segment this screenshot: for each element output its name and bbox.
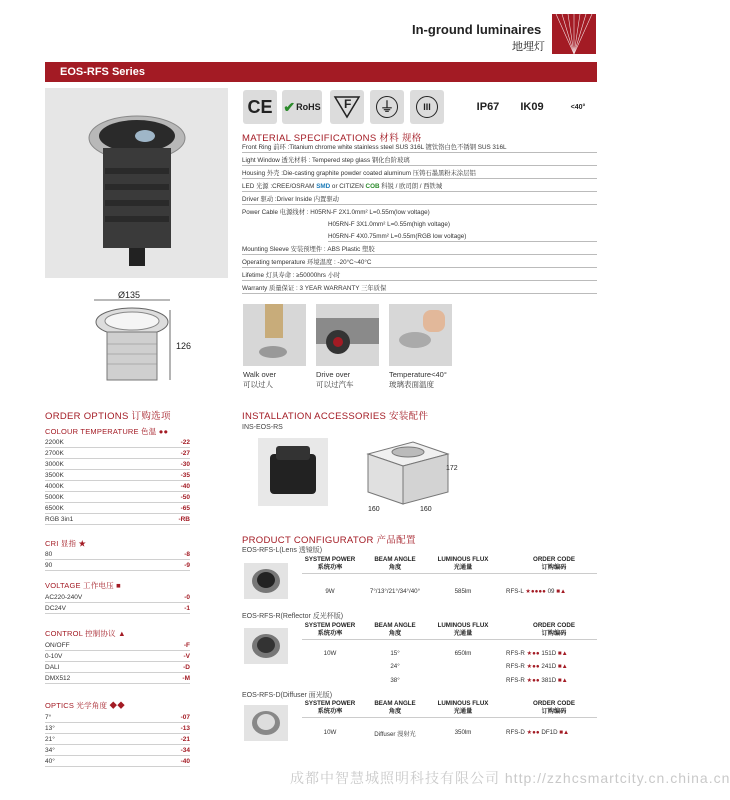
configurator-header-flux: LUMINOUS FLUX 光通量 bbox=[437, 700, 489, 715]
reflector-version-photo bbox=[244, 628, 288, 664]
colour-temperature-row bbox=[45, 437, 190, 448]
group-lens-name: EOS-RFS-L(Lens 透镜版) bbox=[242, 547, 323, 554]
order-options-title: ORDER OPTIONS 订购选项 bbox=[45, 411, 171, 422]
temperature-caption: Temperature<40° 玻璃表面温度 bbox=[389, 370, 447, 389]
configurator-title: PRODUCT CONFIGURATOR 产品配置 bbox=[242, 535, 416, 546]
control-row bbox=[45, 673, 190, 684]
diffuser-version-photo bbox=[244, 705, 288, 741]
control-row bbox=[45, 662, 190, 673]
optics-name: 21° bbox=[45, 736, 55, 743]
colour-temperature-code: -22 bbox=[180, 439, 190, 446]
mounting-sleeve-drawing bbox=[358, 434, 458, 517]
colour-temperature-name: 5000K bbox=[45, 494, 64, 501]
colour-temperature-row bbox=[45, 492, 190, 503]
spec-operating-temp: Operating temperature 环境温度 : -20°C~40°C bbox=[242, 257, 597, 268]
optics-row bbox=[45, 734, 190, 745]
group-diffuser-name: EOS-RFS-D(Diffuser 面光版) bbox=[242, 692, 333, 699]
temperature-photo bbox=[389, 304, 452, 366]
configurator-divider bbox=[302, 573, 597, 574]
configurator-beam: Diffuser 漫射光 bbox=[374, 731, 416, 738]
cri-name: 90 bbox=[45, 562, 53, 569]
series-label: EOS-RFS Series bbox=[60, 66, 145, 78]
configurator-flux: 585lm bbox=[454, 588, 472, 595]
ground-icon: ⏚ bbox=[370, 90, 404, 124]
product-photo bbox=[45, 88, 228, 278]
control-name: DALI bbox=[45, 664, 60, 671]
colour-temperature-code: -65 bbox=[180, 505, 190, 512]
control-code: -V bbox=[183, 653, 190, 660]
colour-temperature-code: -40 bbox=[180, 483, 190, 490]
configurator-order-code: RFS-R ★●● 151D ■▲ bbox=[506, 650, 568, 657]
configurator-header-beam: BEAM ANGLE 角度 bbox=[374, 622, 416, 637]
colour-temperature-code: -35 bbox=[180, 472, 190, 479]
configurator-beam: 7°/13°/21°/34°/40° bbox=[369, 588, 421, 595]
optics-code: -13 bbox=[180, 725, 190, 732]
colour-temperature-name: 2200K bbox=[45, 439, 64, 446]
colour-temperature-name: 2700K bbox=[45, 450, 64, 457]
mounting-sleeve-photo bbox=[258, 438, 328, 506]
configurator-header-code: ORDER CODE 订购编码 bbox=[533, 622, 575, 637]
dimension-height: 126 bbox=[176, 341, 192, 351]
colour-temperature-code: -RB bbox=[178, 516, 190, 523]
configurator-power: 9W bbox=[325, 588, 335, 595]
header-subtitle: 地埋灯 bbox=[512, 41, 545, 53]
cri-row bbox=[45, 560, 190, 571]
voltage-name: DC24V bbox=[45, 605, 66, 612]
spec-mounting: Mounting Sleeve 安装预埋件 : ABS Plastic 塑胶 bbox=[242, 244, 597, 255]
cri-code: -9 bbox=[184, 562, 190, 569]
configurator-order-code: RFS-D ★●● DF1D ■▲ bbox=[506, 729, 570, 736]
configurator-beam: 38° bbox=[390, 677, 400, 684]
configurator-beam: 24° bbox=[390, 663, 400, 670]
spec-housing: Housing 外壳 :Die-casting graphite powder coated aluminum 压铸石墨黑粉末涂层铝 bbox=[242, 168, 597, 179]
spec-cable-rgb: H05RN-F 4X0.75mm² L=0.55m(RGB low voltage) bbox=[328, 231, 597, 242]
spec-cable-high: H05RN-F 3X1.0mm² L=0.55m(high voltage) bbox=[328, 221, 450, 228]
configurator-header-power: SYSTEM POWER 系统功率 bbox=[304, 622, 356, 637]
spec-led: LED 光源 :CREE/OSRAM SMD or CITIZEN COB 科锐 / 欧司朗 / 西铁城 bbox=[242, 181, 597, 192]
control-row bbox=[45, 651, 190, 662]
control-code: -F bbox=[183, 642, 190, 649]
materials-title: MATERIAL SPECIFICATIONS 材料 规格 bbox=[242, 133, 422, 144]
colour-temperature-label: COLOUR TEMPERATURE 色温 ●● bbox=[45, 427, 169, 436]
control-code: -D bbox=[183, 664, 190, 671]
voltage-name: AC220-240V bbox=[45, 594, 83, 601]
optics-name: 7° bbox=[45, 714, 52, 721]
control-name: DMX512 bbox=[45, 675, 71, 682]
header-title: In-ground luminaires bbox=[412, 22, 542, 37]
optics-code: -07 bbox=[180, 714, 190, 721]
control-code: -M bbox=[182, 675, 190, 682]
walk-over-photo bbox=[243, 304, 306, 366]
configurator-order-code: RFS-R ★●● 381D ■▲ bbox=[506, 677, 568, 684]
cri-name: 80 bbox=[45, 551, 53, 558]
colour-temperature-code: -30 bbox=[180, 461, 190, 468]
voltage-label: VOLTAGE 工作电压 ■ bbox=[45, 581, 121, 590]
optics-code: -40 bbox=[180, 758, 190, 765]
lens-version-photo bbox=[244, 563, 288, 599]
optics-label: OPTICS 光学角度 ◆◆ bbox=[45, 701, 125, 710]
accessories-title: INSTALLATION ACCESSORIES 安装配件 bbox=[242, 411, 429, 422]
walk-over-caption: Walk over 可以过人 bbox=[243, 370, 277, 389]
ce-icon: CE bbox=[243, 90, 277, 124]
configurator-header-code: ORDER CODE 订购编码 bbox=[533, 700, 575, 715]
f-mark-icon: F bbox=[330, 90, 364, 124]
voltage-code: -0 bbox=[184, 594, 190, 601]
voltage-row bbox=[45, 592, 190, 603]
control-label: CONTROL 控制协议 ▲ bbox=[45, 629, 126, 638]
colour-temperature-name: 3500K bbox=[45, 472, 64, 479]
configurator-power: 10W bbox=[323, 650, 337, 657]
configurator-header-code: ORDER CODE 订购编码 bbox=[533, 556, 575, 571]
optics-name: 40° bbox=[45, 758, 55, 765]
cri-label: CRI 显指 ★ bbox=[45, 539, 87, 548]
optics-code: -21 bbox=[180, 736, 190, 743]
configurator-header-beam: BEAM ANGLE 角度 bbox=[374, 556, 416, 571]
configurator-header-power: SYSTEM POWER 系统功率 bbox=[304, 700, 356, 715]
drive-over-photo bbox=[316, 304, 379, 366]
configurator-beam: 15° bbox=[390, 650, 400, 657]
voltage-row bbox=[45, 603, 190, 614]
accessory-code: INS-EOS-RS bbox=[242, 424, 283, 431]
colour-temperature-row bbox=[45, 459, 190, 470]
colour-temperature-name: 4000K bbox=[45, 483, 64, 490]
cri-code: -8 bbox=[184, 551, 190, 558]
colour-temperature-row bbox=[45, 470, 190, 481]
colour-temperature-row bbox=[45, 514, 190, 525]
control-name: ON/OFF bbox=[45, 642, 70, 649]
rohs-icon: ✔ RoHS bbox=[282, 90, 322, 124]
colour-temperature-name: 6500K bbox=[45, 505, 64, 512]
spec-warranty: Warranty 质量保证 : 3 YEAR WARRANTY 三年质保 bbox=[242, 283, 597, 294]
spec-front-ring: Front Ring 前环 :Titanium chrome white stainless steel SUS 316L 镀钛铬白色不锈钢 SUS 316L bbox=[242, 142, 597, 153]
configurator-divider bbox=[302, 639, 597, 640]
optics-name: 34° bbox=[45, 747, 55, 754]
configurator-power: 10W bbox=[323, 729, 337, 736]
class-iii-icon: III bbox=[410, 90, 444, 124]
colour-temperature-name: 3000K bbox=[45, 461, 64, 468]
optics-row bbox=[45, 712, 190, 723]
spec-lifetime: Lifetime 灯具寿命 : ≥50000hrs 小时 bbox=[242, 270, 597, 281]
cri-row bbox=[45, 549, 190, 560]
accessory-height: 172 bbox=[446, 465, 458, 472]
colour-temperature-name: RGB 3in1 bbox=[45, 516, 74, 523]
optics-row bbox=[45, 756, 190, 767]
spec-power-cable: Power Cable 电源线材 : H05RN-F 2X1.0mm² L=0.55m(low voltage) bbox=[242, 209, 430, 216]
optics-code: -34 bbox=[180, 747, 190, 754]
ip67-icon: IP67 bbox=[476, 101, 500, 113]
optics-name: 13° bbox=[45, 725, 55, 732]
spec-light-window: Light Window 透光材料 : Tempered step glass 钢化台阶玻璃 bbox=[242, 155, 597, 166]
control-name: 0-10V bbox=[45, 653, 63, 660]
voltage-code: -1 bbox=[184, 605, 190, 612]
configurator-divider bbox=[302, 717, 597, 718]
drive-over-caption: Drive over 可以过汽车 bbox=[316, 370, 354, 389]
colour-temperature-row bbox=[45, 503, 190, 514]
temperature-icon: <40° bbox=[570, 103, 586, 111]
spec-driver: Driver 驱动 :Driver Inside 内置驱动 bbox=[242, 194, 597, 205]
configurator-order-code: RFS-L ★●●●● 09 ■▲ bbox=[506, 588, 567, 595]
optics-row bbox=[45, 745, 190, 756]
group-reflector-name: EOS-RFS-R(Reflector 反光杯版) bbox=[242, 613, 344, 620]
colour-temperature-code: -50 bbox=[180, 494, 190, 501]
control-row bbox=[45, 640, 190, 651]
brand-logo bbox=[552, 14, 596, 54]
configurator-header-flux: LUMINOUS FLUX 光通量 bbox=[437, 556, 489, 571]
configurator-header-beam: BEAM ANGLE 角度 bbox=[374, 700, 416, 715]
colour-temperature-row bbox=[45, 481, 190, 492]
accessory-width-2: 160 bbox=[420, 506, 432, 513]
colour-temperature-row bbox=[45, 448, 190, 459]
accessory-width-1: 160 bbox=[368, 506, 380, 513]
configurator-flux: 350lm bbox=[454, 729, 472, 736]
configurator-header-power: SYSTEM POWER 系统功率 bbox=[304, 556, 356, 571]
colour-temperature-code: -27 bbox=[180, 450, 190, 457]
watermark: 成都中智慧城照明科技有限公司 http://zzhcsmartcity.cn.china.cn bbox=[290, 770, 730, 786]
configurator-flux: 650lm bbox=[454, 650, 472, 657]
optics-row bbox=[45, 723, 190, 734]
ik09-icon: IK09 bbox=[520, 101, 544, 113]
configurator-header-flux: LUMINOUS FLUX 光通量 bbox=[437, 622, 489, 637]
dimension-diameter: Ø135 bbox=[118, 290, 141, 300]
configurator-order-code: RFS-R ★●● 241D ■▲ bbox=[506, 663, 568, 670]
